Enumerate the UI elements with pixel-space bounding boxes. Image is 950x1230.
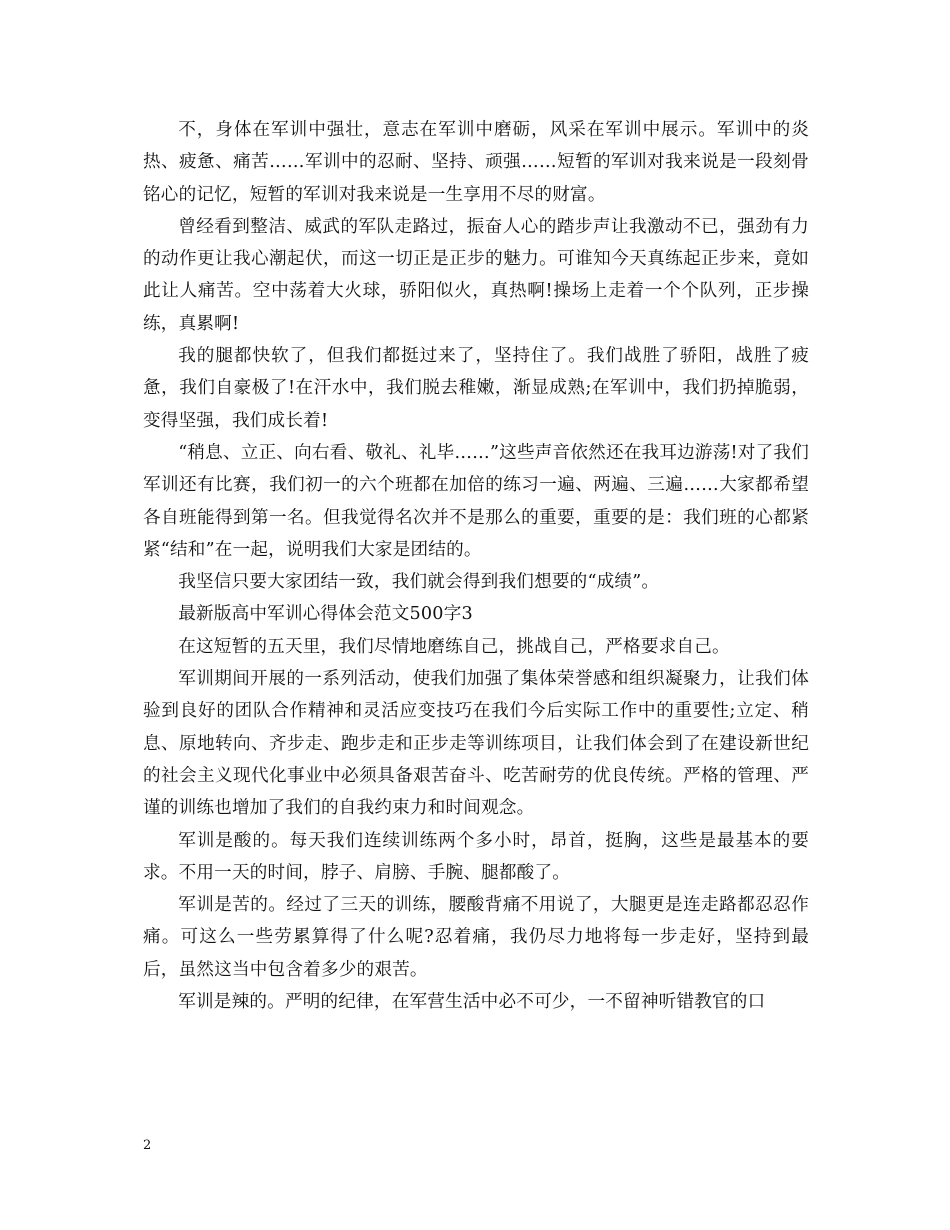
paragraph: 我的腿都快软了，但我们都挺过来了，坚持住了。我们战胜了骄阳，战胜了疲惫，我们自豪极了!在汗水中，我们脱去稚嫩，渐显成熟;在军训中，我们扔掉脆弱，变得坚强，我们成长着! (143, 346, 809, 431)
paragraph: 曾经看到整洁、威武的军队走路过，振奋人心的踏步声让我激动不已，强劲有力的动作更让我心潮起伏，而这一切正是正步的魅力。可谁知今天真练起正步来，竟如此让人痛苦。空中荡着大火球，骄阳似火，真热啊!操场上走着一个个队列，正步操练，真累啊! (143, 216, 809, 334)
paragraph: 军训是辣的。严明的纪律，在军营生活中必不可少，一不留神听错教官的口 (178, 992, 766, 1013)
section-heading: 最新版高中军训心得体会范文500字3 (178, 604, 473, 625)
paragraph: 军训是苦的。经过了三天的训练，腰酸背痛不用说了，大腿更是连走路都忍忍作痛。可这么一些劳累算得了什么呢?忍着痛，我仍尽力地将每一步走好，坚持到最后，虽然这当中包含着多少的艰苦。 (143, 895, 809, 980)
paragraph: 我坚信只要大家团结一致，我们就会得到我们想要的“成绩”。 (178, 572, 660, 593)
paragraph: 军训是酸的。每天我们连续训练两个多小时，昂首，挺胸，这些是最基本的要求。不用一天的时间，脖子、肩膀、手腕、腿都酸了。 (143, 830, 809, 883)
paragraph: 军训期间开展的一系列活动，使我们加强了集体荣誉感和组织凝聚力，让我们体验到良好的团队合作精神和灵活应变技巧在我们今后实际工作中的重要性;立定、稍息、原地转向、齐步走、跑步走和正步走等训练项目，让我们体会到了在建设新世纪的社会主义现代化事业中必须具备艰苦奋斗、吃苦耐劳的优良传统。严格的管理、严谨的训练也增加了我们的自我约束力和时间观念。 (143, 669, 809, 819)
page-number: 2 (143, 1138, 152, 1153)
paragraph: 不，身体在军训中强壮，意志在军训中磨砺，风采在军训中展示。军训中的炎热、疲惫、痛苦……军训中的忍耐、坚持、顽强……短暂的军训对我来说是一段刻骨铭心的记忆，短暂的军训对我来说是一生享用不尽的财富。 (143, 120, 809, 205)
paragraph: “稍息、立正、向右看、敬礼、礼毕……”这些声音依然还在我耳边游荡!对了我们军训还有比赛，我们初一的六个班都在加倍的练习一遍、两遍、三遍……大家都希望各自班能得到第一名。但我觉得名次并不是那么的重要，重要的是：我们班的心都紧紧“结和”在一起，说明我们大家是团结的。 (143, 442, 809, 560)
document-body (143, 114, 809, 1018)
paragraph: 在这短暂的五天里，我们尽情地磨练自己，挑战自己，严格要求自己。 (178, 636, 730, 657)
